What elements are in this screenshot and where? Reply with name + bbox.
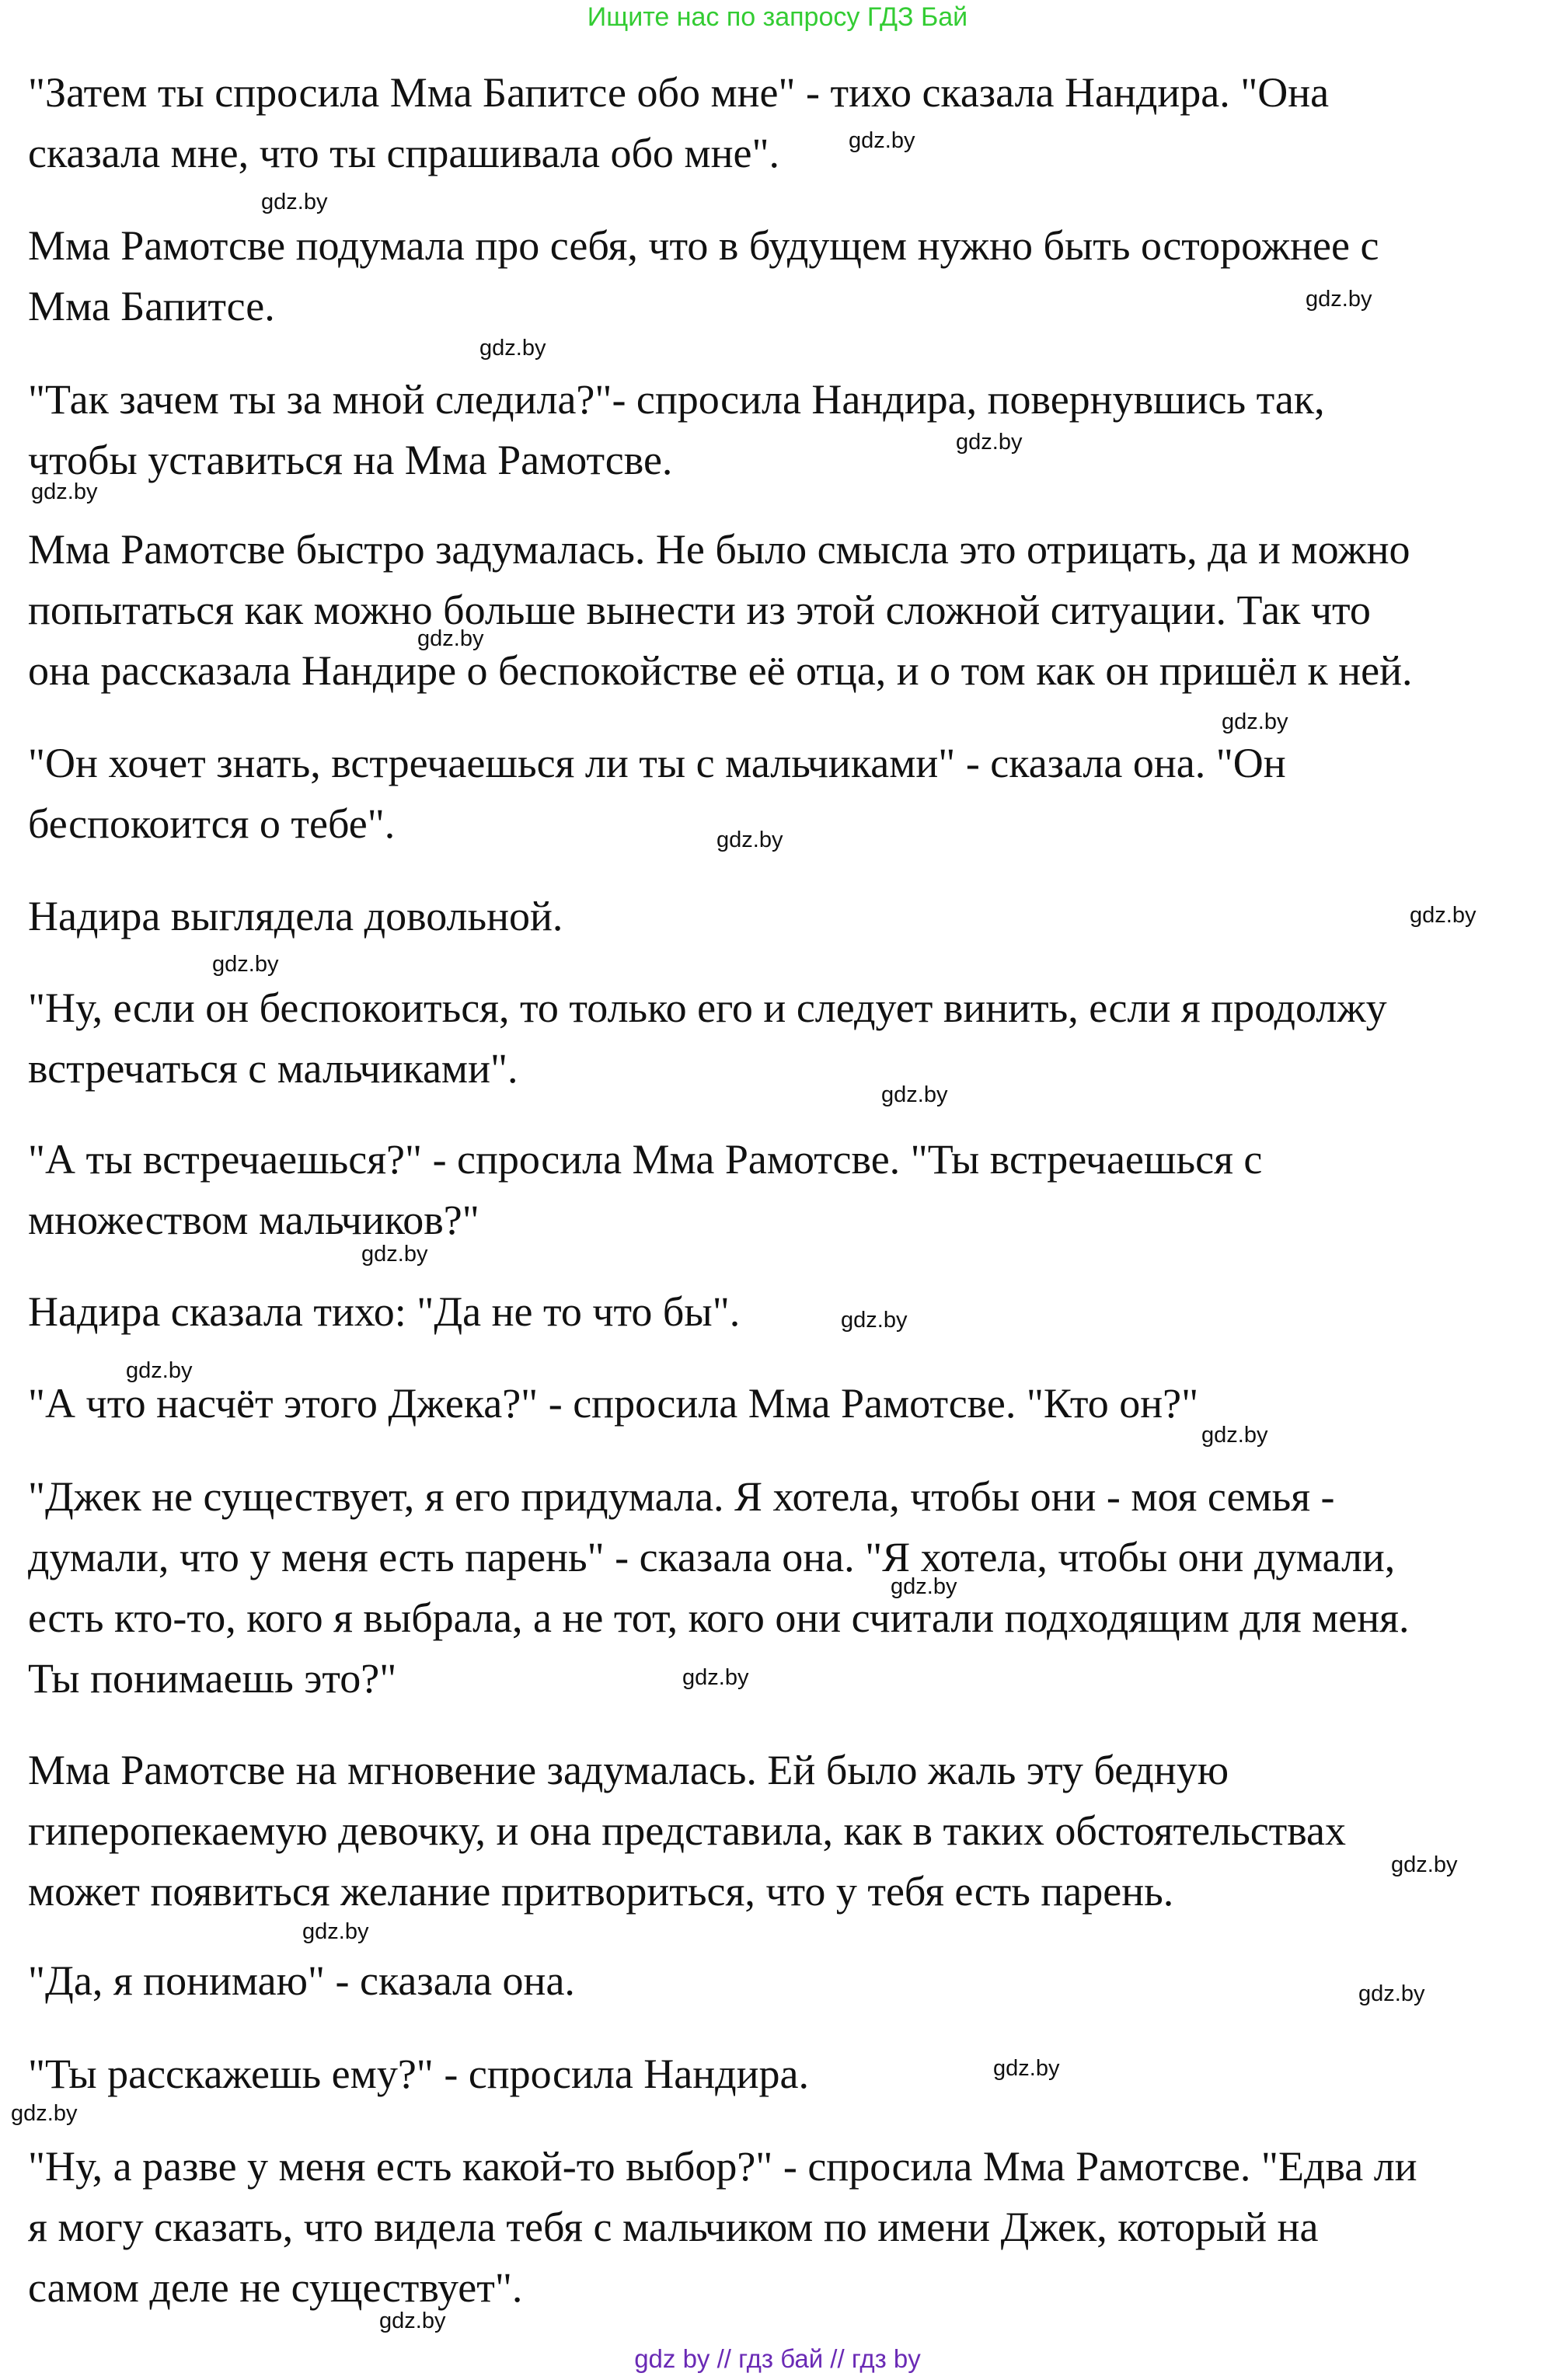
text-line: чтобы уставиться на Мма Рамотсве.	[28, 437, 673, 483]
text-line: "Ну, если он беспокоиться, то только его и следует винить, если я продолжу	[28, 984, 1387, 1031]
text-line: встречаться с мальчиками".	[28, 1045, 518, 1092]
text-line: "Так зачем ты за мной следила?"- спросила Нандира, повернувшись так,	[28, 376, 1325, 423]
paragraph-12	[28, 1740, 1551, 1922]
text-line: "А что насчёт этого Джека?" - спросила Мма Рамотсве. "Кто он?"	[28, 1380, 1199, 1427]
paragraph-14	[28, 2044, 1551, 2104]
watermark-text: gdz.by	[302, 1919, 369, 1944]
text-line: я могу сказать, что видела тебя с мальчиком по имени Джек, который на	[28, 2204, 1319, 2250]
watermark-text: gdz.by	[479, 336, 546, 361]
paragraph-2	[28, 215, 1551, 336]
text-line: "Ну, а разве у меня есть какой-то выбор?" - спросила Мма Рамотсве. "Едва ли	[28, 2143, 1417, 2190]
watermark-text: gdz.by	[881, 1082, 948, 1107]
text-line: "Ты расскажешь ему?" - спросила Нандира.	[28, 2051, 810, 2097]
text-line: Надира сказала тихо: "Да не то что бы".	[28, 1288, 741, 1335]
watermark-text: gdz.by	[417, 626, 484, 651]
text-line: "Да, я понимаю" - сказала она.	[28, 1957, 575, 2004]
paragraph-9	[28, 1281, 1551, 1342]
paragraph-4	[28, 519, 1551, 701]
watermark-text: gdz.by	[1201, 1423, 1268, 1448]
watermark-text: gdz.by	[212, 952, 279, 977]
text-line: беспокоится о тебе".	[28, 800, 396, 847]
paragraph-8	[28, 1129, 1551, 1250]
watermark-text: gdz.by	[261, 190, 328, 214]
paragraph-1	[28, 62, 1551, 183]
watermark-text: gdz.by	[361, 1242, 428, 1267]
site-header-banner: Ищите нас по запросу ГДЗ Бай	[587, 2, 968, 32]
watermark-text: gdz.by	[1358, 1981, 1425, 2006]
text-line: самом деле не существует".	[28, 2264, 523, 2311]
watermark-text: gdz.by	[993, 2056, 1060, 2081]
watermark-text: gdz.by	[849, 128, 915, 153]
paragraph-11	[28, 1466, 1551, 1709]
text-line: "Джек не существует, я его придумала. Я хотела, чтобы они - моя семья -	[28, 1473, 1335, 1520]
text-line: есть кто-то, кого я выбрала, а не тот, кого они считали подходящим для меня.	[28, 1594, 1410, 1641]
watermark-text: gdz.by	[682, 1665, 749, 1690]
text-line: попытаться как можно больше вынести из этой сложной ситуации. Так что	[28, 587, 1371, 633]
site-footer-links: gdz by // гдз бай // гдз by	[634, 2344, 921, 2373]
watermark-text: gdz.by	[11, 2101, 78, 2126]
paragraph-13	[28, 1950, 1551, 2011]
watermark-text: gdz.by	[841, 1308, 908, 1333]
paragraph-10	[28, 1373, 1551, 1434]
watermark-text: gdz.by	[1306, 287, 1372, 312]
watermark-text: gdz.by	[126, 1358, 193, 1383]
watermark-text: gdz.by	[956, 430, 1023, 455]
text-line: думали, что у меня есть парень" - сказала она. "Я хотела, чтобы они думали,	[28, 1534, 1396, 1580]
text-line: Мма Рамотсве на мгновение задумалась. Ей было жаль эту бедную	[28, 1747, 1229, 1793]
text-line: "Затем ты спросила Мма Бапитсе обо мне" - тихо сказала Нандира. "Она	[28, 69, 1330, 116]
paragraph-3	[28, 369, 1551, 490]
paragraph-5	[28, 733, 1551, 854]
watermark-text: gdz.by	[1391, 1852, 1458, 1877]
text-line: Ты понимаешь это?"	[28, 1655, 397, 1702]
text-line: "Он хочет знать, встречаешься ли ты с мальчиками" - сказала она. "Он	[28, 740, 1286, 786]
watermark-text: gdz.by	[891, 1574, 957, 1599]
text-line: множеством мальчиков?"	[28, 1197, 479, 1243]
text-line: она рассказала Нандире о беспокойстве её отца, и о том как он пришёл к ней.	[28, 647, 1413, 694]
text-line: сказала мне, что ты спрашивала обо мне".	[28, 130, 780, 176]
watermark-text: gdz.by	[1410, 903, 1477, 928]
paragraph-15	[28, 2136, 1551, 2318]
paragraph-6	[28, 886, 1551, 946]
text-line: Мма Рамотсве быстро задумалась. Не было смысла это отрицать, да и можно	[28, 526, 1410, 573]
text-line: Мма Рамотсве подумала про себя, что в будущем нужно быть осторожнее с	[28, 222, 1379, 269]
text-line: может появиться желание притвориться, что у тебя есть парень.	[28, 1868, 1174, 1915]
text-line: "А ты встречаешься?" - спросила Мма Рамотсве. "Ты встречаешься с	[28, 1136, 1263, 1183]
text-line: Мма Бапитсе.	[28, 283, 275, 329]
text-line: Надира выглядела довольной.	[28, 893, 563, 939]
watermark-text: gdz.by	[379, 2309, 446, 2333]
text-line: гиперопекаемую девочку, и она представила, как в таких обстоятельствах	[28, 1807, 1347, 1854]
watermark-text: gdz.by	[1222, 709, 1288, 734]
watermark-text: gdz.by	[716, 828, 783, 852]
paragraph-7	[28, 977, 1551, 1099]
watermark-text: gdz.by	[31, 479, 98, 504]
